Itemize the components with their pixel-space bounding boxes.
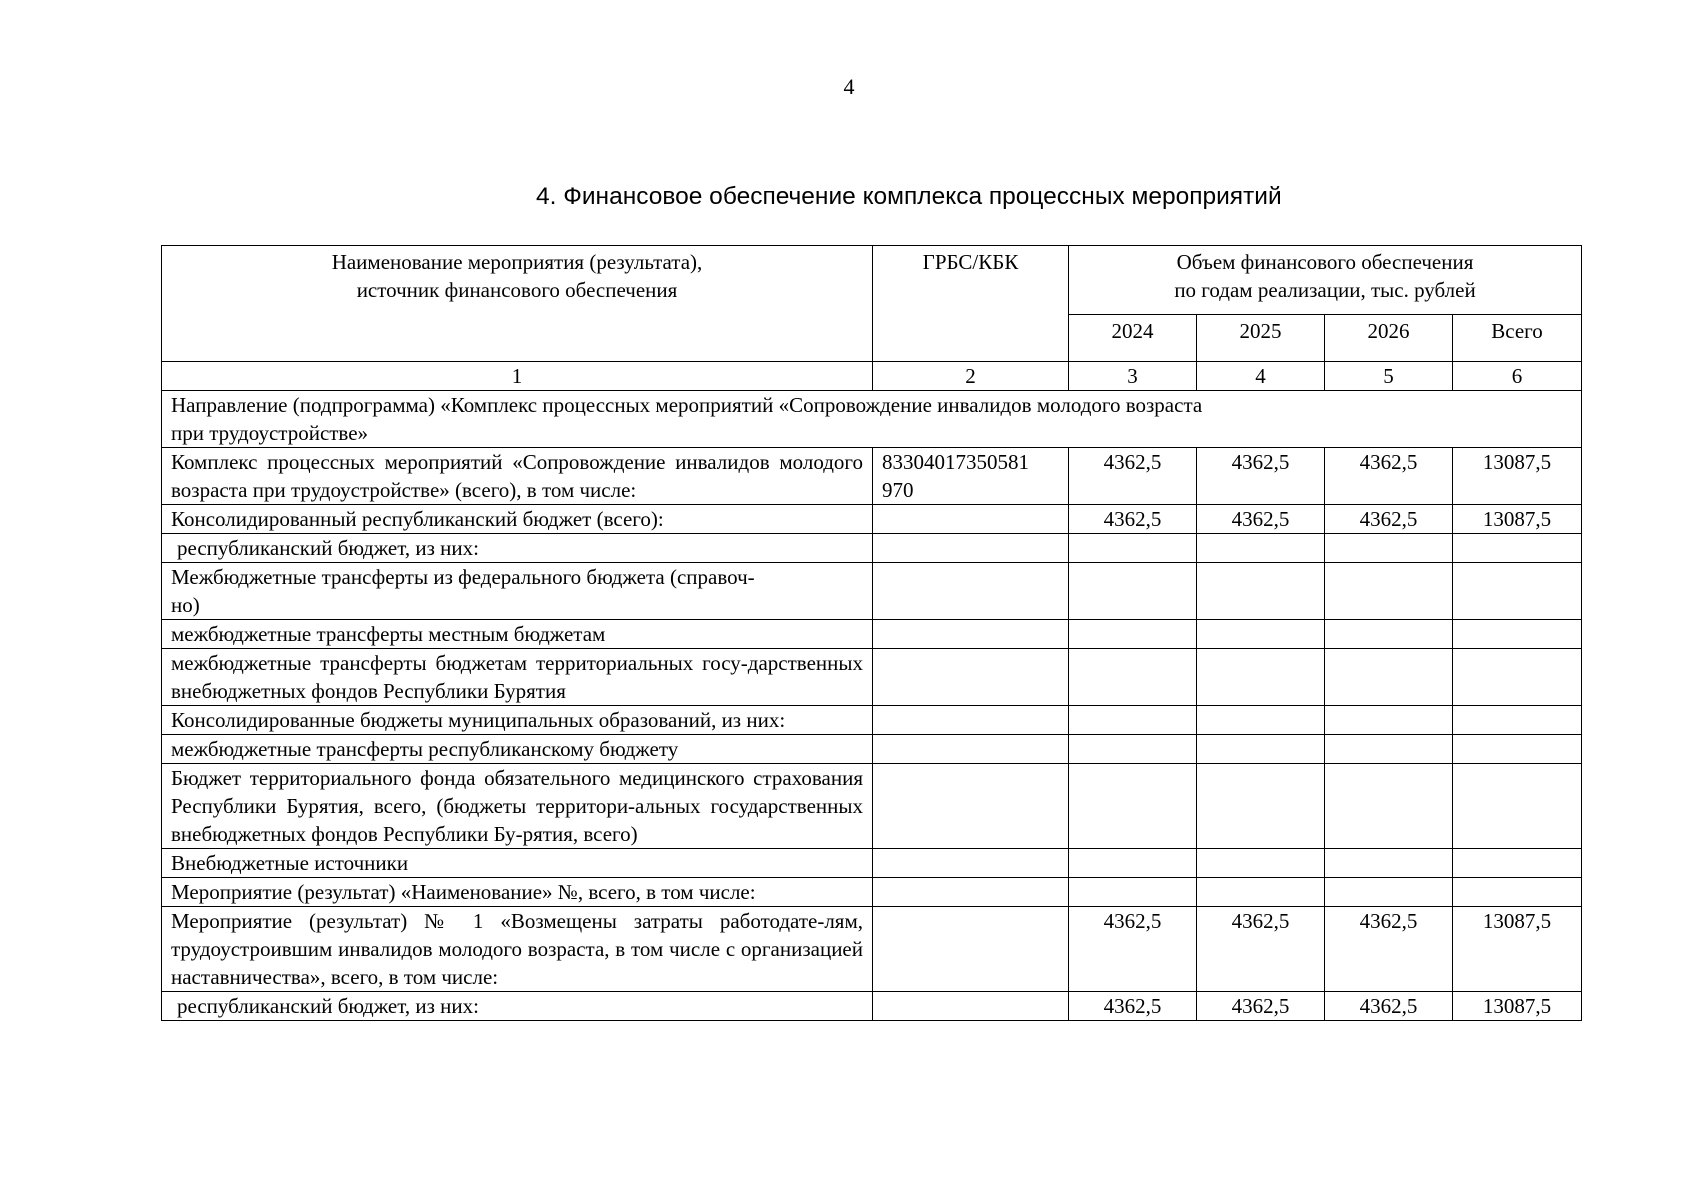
header-grbs: ГРБС/КБК — [873, 246, 1069, 362]
row-value-2025 — [1197, 620, 1325, 649]
row-value-2024 — [1069, 849, 1197, 878]
table-row — [162, 620, 1582, 649]
row-value-2025 — [1197, 849, 1325, 878]
table-row — [162, 534, 1582, 563]
row-value-2024: 4362,5 — [1069, 992, 1197, 1021]
row-name: Межбюджетные трансферты из федерального бюджета (справоч- но) — [162, 563, 873, 620]
row-grbs-kbk — [873, 563, 1069, 620]
header-volume: Объем финансового обеспечения по годам реализации, тыс. рублей — [1069, 246, 1582, 315]
column-number: 3 — [1069, 362, 1197, 391]
table-row — [162, 448, 1582, 505]
row-value-2025 — [1197, 735, 1325, 764]
table-row — [162, 907, 1582, 992]
row-grbs-kbk — [873, 735, 1069, 764]
table-row — [162, 735, 1582, 764]
row-value-2025 — [1197, 534, 1325, 563]
row-name: Консолидированные бюджеты муниципальных образований, из них: — [162, 706, 873, 735]
header-total: Всего — [1453, 315, 1582, 362]
row-value-total: 13087,5 — [1453, 907, 1582, 992]
table-row — [162, 878, 1582, 907]
row-value-2024 — [1069, 649, 1197, 706]
row-grbs-kbk — [873, 878, 1069, 907]
row-value-2024: 4362,5 — [1069, 907, 1197, 992]
column-number: 5 — [1325, 362, 1453, 391]
row-value-2024 — [1069, 563, 1197, 620]
table-row — [162, 849, 1582, 878]
row-value-total: 13087,5 — [1453, 505, 1582, 534]
row-value-2026: 4362,5 — [1325, 992, 1453, 1021]
row-name: межбюджетные трансферты республиканскому бюджету — [162, 735, 873, 764]
page-number: 4 — [843, 74, 855, 99]
row-value-2024: 4362,5 — [1069, 448, 1197, 505]
row-value-2026 — [1325, 735, 1453, 764]
row-grbs-kbk: 83304017350581 970 — [873, 448, 1069, 505]
row-value-2025: 4362,5 — [1197, 505, 1325, 534]
row-value-total: 13087,5 — [1453, 448, 1582, 505]
row-grbs-kbk — [873, 620, 1069, 649]
column-number: 6 — [1453, 362, 1582, 391]
row-value-total — [1453, 563, 1582, 620]
row-value-2024 — [1069, 735, 1197, 764]
row-grbs-kbk — [873, 706, 1069, 735]
row-name: Мероприятие (результат) № 1 «Возмещены затраты работодате-лям, трудоустроившим инвалидов молодого возраста, в том числе с организацией наставничества», всего, в том числе: — [162, 907, 873, 992]
column-number: 1 — [162, 362, 873, 391]
section-title: Направление (подпрограмма) «Комплекс процессных мероприятий «Сопровождение инвалидов молодого возраста при трудоустройстве» — [162, 391, 1582, 448]
row-value-2026: 4362,5 — [1325, 448, 1453, 505]
row-value-2026 — [1325, 849, 1453, 878]
row-value-2026 — [1325, 706, 1453, 735]
row-value-2025 — [1197, 706, 1325, 735]
row-value-total — [1453, 534, 1582, 563]
row-value-2024 — [1069, 620, 1197, 649]
row-name: Комплекс процессных мероприятий «Сопровождение инвалидов молодого возраста при трудоустройстве» (всего), в том числе: — [162, 448, 873, 505]
row-name: Мероприятие (результат) «Наименование» №, всего, в том числе: — [162, 878, 873, 907]
row-value-2026 — [1325, 620, 1453, 649]
row-value-2026 — [1325, 563, 1453, 620]
row-value-total: 13087,5 — [1453, 992, 1582, 1021]
row-value-total — [1453, 649, 1582, 706]
row-value-2025 — [1197, 649, 1325, 706]
row-value-2024 — [1069, 706, 1197, 735]
row-grbs-kbk — [873, 649, 1069, 706]
row-grbs-kbk — [873, 764, 1069, 849]
row-value-total — [1453, 878, 1582, 907]
table-row — [162, 649, 1582, 706]
row-grbs-kbk — [873, 907, 1069, 992]
header-year-2024: 2024 — [1069, 315, 1197, 362]
column-number: 2 — [873, 362, 1069, 391]
row-value-2024 — [1069, 878, 1197, 907]
row-value-2025 — [1197, 563, 1325, 620]
row-grbs-kbk — [873, 534, 1069, 563]
row-value-2025: 4362,5 — [1197, 907, 1325, 992]
row-value-2026: 4362,5 — [1325, 505, 1453, 534]
table-row — [162, 505, 1582, 534]
row-value-total — [1453, 849, 1582, 878]
row-name: Консолидированный республиканский бюджет (всего): — [162, 505, 873, 534]
row-value-2025: 4362,5 — [1197, 992, 1325, 1021]
row-name: межбюджетные трансферты местным бюджетам — [162, 620, 873, 649]
row-value-2024 — [1069, 764, 1197, 849]
row-name: Бюджет территориального фонда обязательного медицинского страхования Республики Бурятия, всего, (бюджеты территори-альных государственных внебюджетных фондов Республики Бу-рятия, всего) — [162, 764, 873, 849]
row-value-2026 — [1325, 534, 1453, 563]
row-value-2024: 4362,5 — [1069, 505, 1197, 534]
row-value-2024 — [1069, 534, 1197, 563]
row-value-2025 — [1197, 878, 1325, 907]
row-grbs-kbk — [873, 849, 1069, 878]
row-value-2026 — [1325, 878, 1453, 907]
header-year-2026: 2026 — [1325, 315, 1453, 362]
row-value-total — [1453, 764, 1582, 849]
row-value-total — [1453, 706, 1582, 735]
financing-table — [161, 245, 1582, 1021]
table-row — [162, 563, 1582, 620]
document-title: 4. Финансовое обеспечение комплекса процессных мероприятий — [536, 183, 1282, 210]
row-value-2026 — [1325, 764, 1453, 849]
column-number: 4 — [1197, 362, 1325, 391]
row-value-2026: 4362,5 — [1325, 907, 1453, 992]
row-name: межбюджетные трансферты бюджетам территориальных госу-дарственных внебюджетных фондов Республики Бурятия — [162, 649, 873, 706]
row-value-2026 — [1325, 649, 1453, 706]
table-row — [162, 764, 1582, 849]
row-name: республиканский бюджет, из них: — [162, 534, 873, 563]
row-value-2025 — [1197, 764, 1325, 849]
table-row — [162, 992, 1582, 1021]
row-grbs-kbk — [873, 505, 1069, 534]
row-grbs-kbk — [873, 992, 1069, 1021]
row-name: Внебюджетные источники — [162, 849, 873, 878]
header-year-2025: 2025 — [1197, 315, 1325, 362]
table-row — [162, 706, 1582, 735]
row-name: республиканский бюджет, из них: — [162, 992, 873, 1021]
row-value-2025: 4362,5 — [1197, 448, 1325, 505]
row-value-total — [1453, 735, 1582, 764]
row-value-total — [1453, 620, 1582, 649]
header-name: Наименование мероприятия (результата), источник финансового обеспечения — [162, 246, 873, 362]
